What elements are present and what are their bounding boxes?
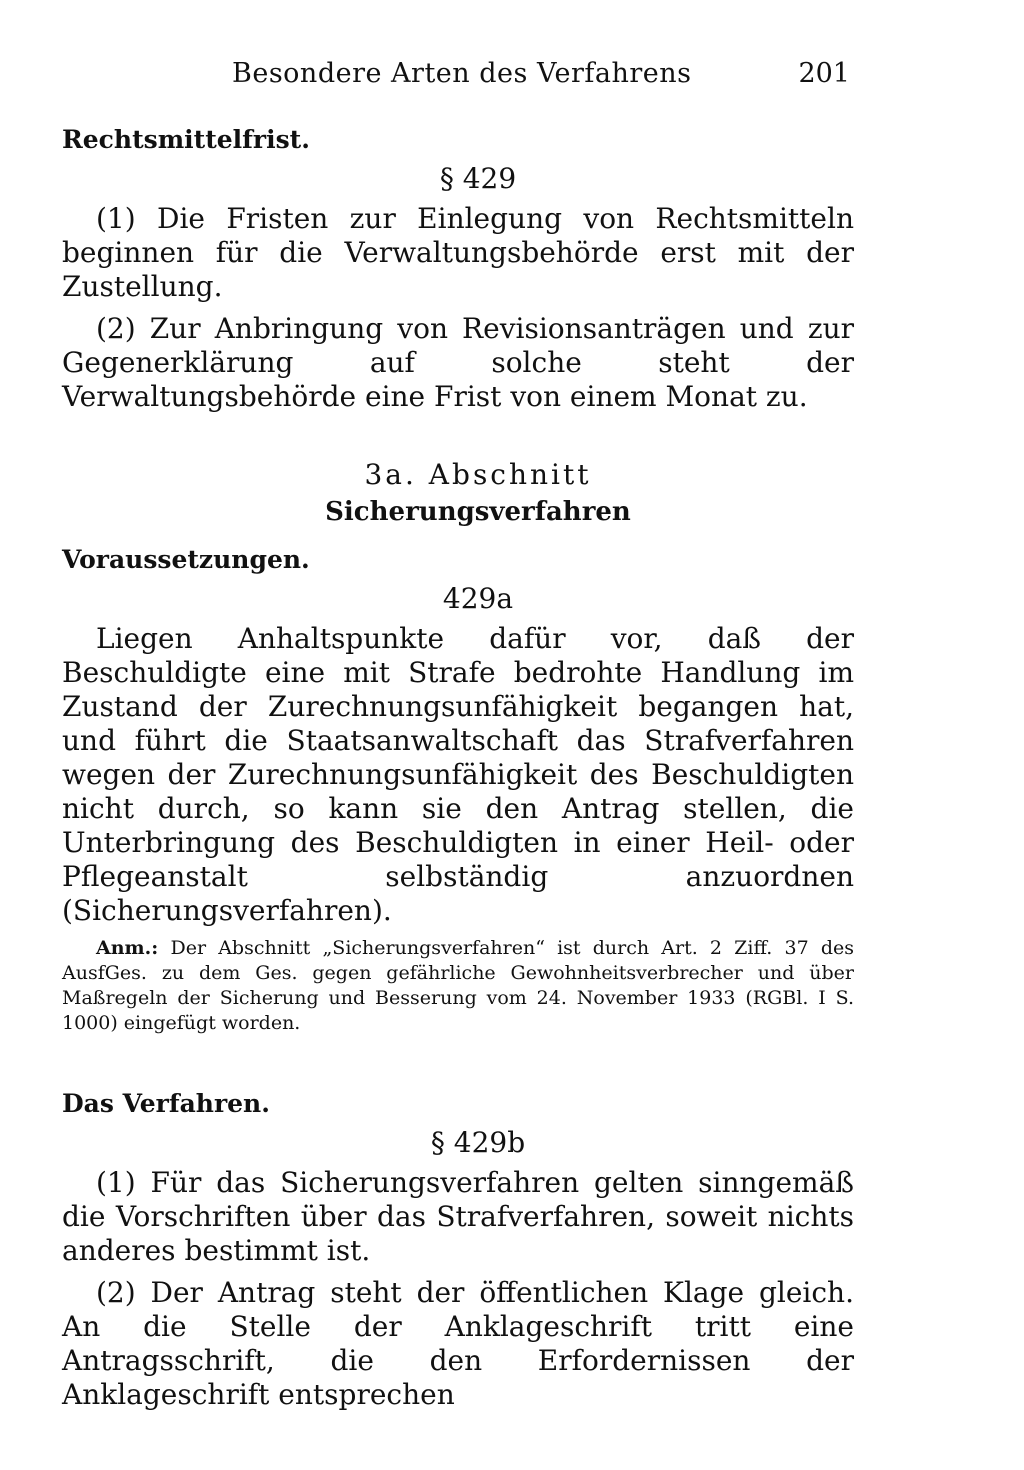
annotation-text: Der Abschnitt „Sicherungsverfahren“ ist durch Art. 2 Ziff. 37 des AusfGes. zu dem Ges. gegen gefährliche Gewohnheitsverbrecher und über Maßregeln der Sicherung und Besserung vom 24. November 1933 (RGBl. I S. 1000) eingefügt worden.: [62, 937, 854, 1034]
chapter-label: 3a. Abschnitt: [364, 458, 592, 491]
annotation-label: Anm.:: [96, 937, 159, 959]
paragraph-429-2: (2) Zur Anbringung von Revisionsanträgen und zur Gegenerklärung auf solche steht der Verwaltungsbehörde eine Frist von einem Monat zu.: [62, 312, 854, 413]
section-429a: [62, 538, 854, 1036]
side-heading-rechtsmittelfrist: Rechtsmittelfrist.: [62, 125, 310, 154]
paragraph-429b-2: (2) Der Antrag steht der öffentlichen Klage gleich. An die Stelle der Anklageschrift tritt eine Antragsschrift, die den Erfordernissen der Anklageschrift entsprechen: [62, 1276, 854, 1411]
paragraph-429a: Liegen Anhaltspunkte dafür vor, daß der Beschuldigte eine mit Strafe bedrohte Handlung im Zustand der Zurechnungsunfähigkeit begangen hat, und führt die Staatsanwaltschaft das Strafverfahren wegen der Zurechnungsunfähigkeit des Beschuldigten nicht durch, so kann sie den Antrag stellen, die Unterbringung des Beschuldigten in einer Heil- oder Pflegeanstalt selbständig anzuordnen (Sicherungsverfahren).: [62, 622, 854, 927]
section-number-429b: § 429b: [430, 1126, 526, 1159]
section-number-429a: 429a: [442, 582, 514, 615]
paragraph-429b-1: (1) Für das Sicherungsverfahren gelten sinngemäß die Vorschriften über das Strafverfahren, soweit nichts anderes bestimmt ist.: [62, 1166, 854, 1267]
page-content: [62, 118, 854, 1420]
annotation-note: [62, 936, 854, 1036]
section-429b: [62, 1082, 854, 1412]
running-header: [60, 58, 850, 98]
chapter-heading: [62, 458, 854, 532]
side-heading-voraussetzungen: Voraussetzungen.: [62, 545, 310, 574]
section-number-429: § 429: [439, 162, 517, 195]
section-429: [62, 118, 854, 414]
chapter-title: Sicherungsverfahren: [325, 497, 631, 527]
paragraph-429-1: (1) Die Fristen zur Einlegung von Rechtsmitteln beginnen für die Verwaltungsbehörde erst mit der Zustellung.: [62, 202, 854, 303]
side-heading-das-verfahren: Das Verfahren.: [62, 1089, 270, 1118]
page-number: 201: [798, 58, 850, 89]
running-title: Besondere Arten des Verfahrens: [232, 58, 692, 89]
